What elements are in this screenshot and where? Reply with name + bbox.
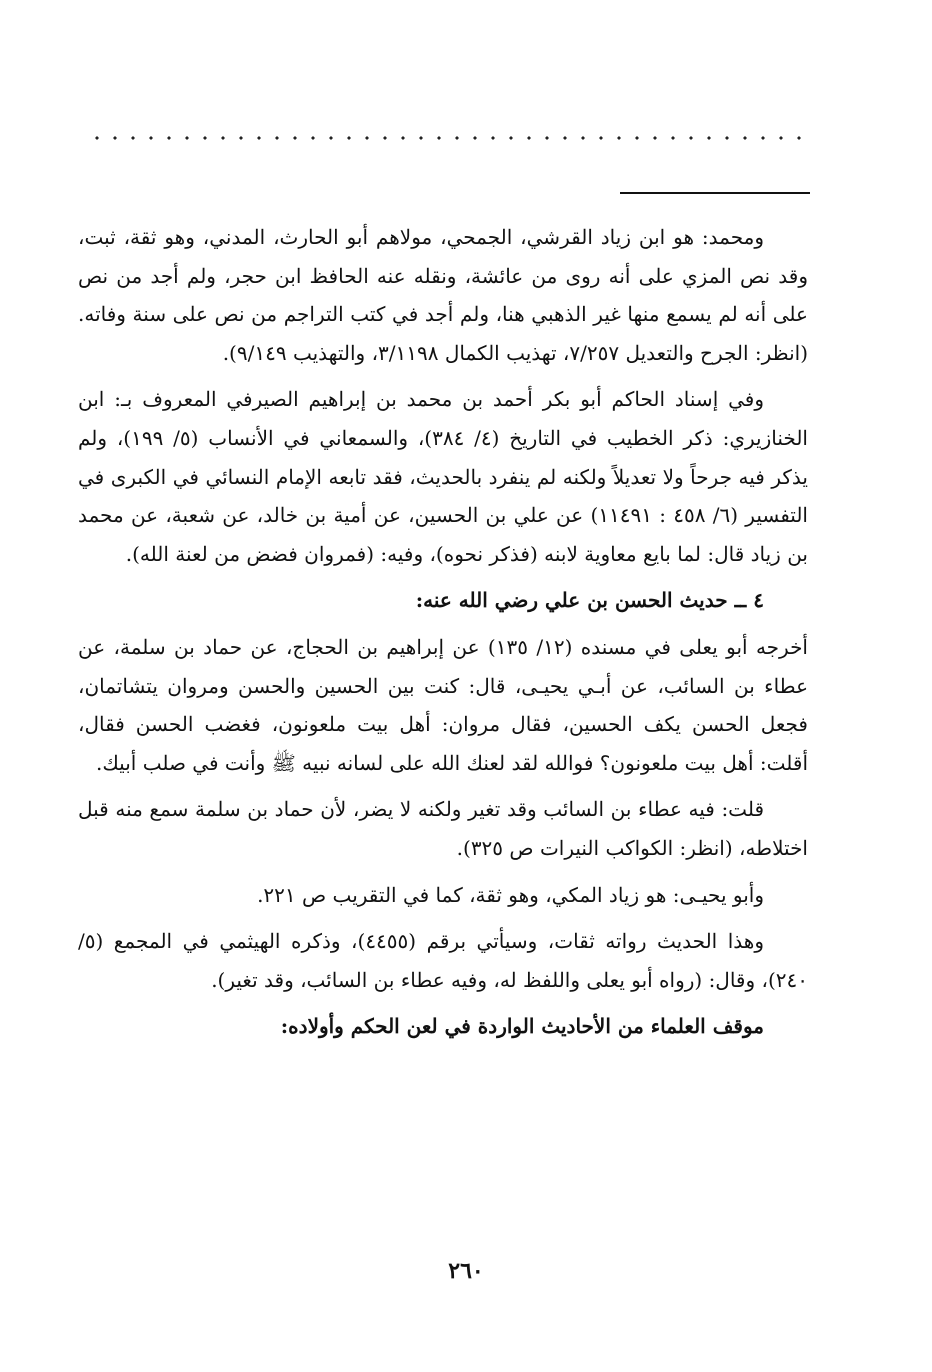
- paragraph-ata-note: قلت: فيه عطاء بن السائب وقد تغير ولكنه لا يضر، لأن حماد بن سلمة سمع منه قبل اختلاطه، (انظر: الكواكب النيرات ص ٣٢٥).: [78, 797, 808, 860]
- paragraph-narrator-muhammad: ومحمد: هو ابن زياد القرشي، الجمحي، مولاهم أبو الحارث، المدني، وهو ثقة، ثبت، وقد نص المزي على أنه روى من عائشة، ونقله عنه الحافظ ابن حجر، ولم أجد من نص على أنه لم يسمع منها غير الذهبي هنا، ولم أجد في كتب التراجم من نص على سنة وفاته. (انظر: الجرح والتعديل ٧/٢٥٧، تهذيب الكمال ٣/١١٩٨، والتهذيب ٩/١٤٩).: [78, 225, 808, 365]
- dotted-separator: [88, 133, 808, 143]
- section-heading-scholars-position: موقف العلماء من الأحاديث الواردة في لعن الحكم وأولاده:: [280, 1014, 764, 1039]
- paragraph-narrators-reliable: وهذا الحديث رواته ثقات، وسيأتي برقم (٤٤٥٥)، وذكره الهيثمي في المجمع (٥/ ٢٤٠)، وقال: (رواه أبو يعلى واللفظ له، وفيه عطاء بن السائب، وقد تغير).: [78, 929, 808, 992]
- paragraph-abu-yala: أخرجه أبو يعلى في مسنده (١٢/ ١٣٥) عن إبراهيم بن الحجاج، عن حماد بن سلمة، عن عطاء بن السائب، عن أبـي يحيـى، قال: كنت بين الحسين والحسن ومروان يتشاتمان، فجعل الحسن يكف الحسين، فقال مروان: أهل بيت ملعونون، فغضب الحسن فقال، أقلت: أهل بيت ملعونون؟ فوالله لقد لعنك الله على لسانه نبيه ﷺ وأنت في صلب أبيك.: [78, 634, 808, 775]
- paragraph-abu-yahya: وأبو يحيـى: هو زياد المكي، وهو ثقة، كما في التقريب ص ٢٢١.: [257, 882, 764, 907]
- section-heading-hadith-4: ٤ ــ حديث الحسن بن علي رضي الله عنه:: [415, 588, 764, 613]
- main-text: [78, 218, 808, 1046]
- paragraph-isnad-hakim: وفي إسناد الحاكم أبو بكر أحمد بن محمد بن إبراهيم الصيرفي المعروف بـ: ابن الخنازيري: ذكر الخطيب في التاريخ (٤/ ٣٨٤)، والسمعاني في الأنساب (٥/ ١٩٩)، ولم يذكر فيه جرحاً ولا تعديلاً ولكنه لم ينفرد بالحديث، فقد تابعه الإمام النسائي في الكبرى في التفسير (٦/ ٤٥٨ : ١١٤٩١) عن علي بن الحسين، عن أمية بن خالد، عن شعبة، عن محمد بن زياد قال: لما بايع معاوية لابنه (فذكر نحوه)، وفيه: (فمروان فضض من لعنة الله).: [78, 387, 808, 566]
- page-number: ٢٦٠: [448, 1258, 484, 1284]
- footnote-rule: [620, 192, 810, 194]
